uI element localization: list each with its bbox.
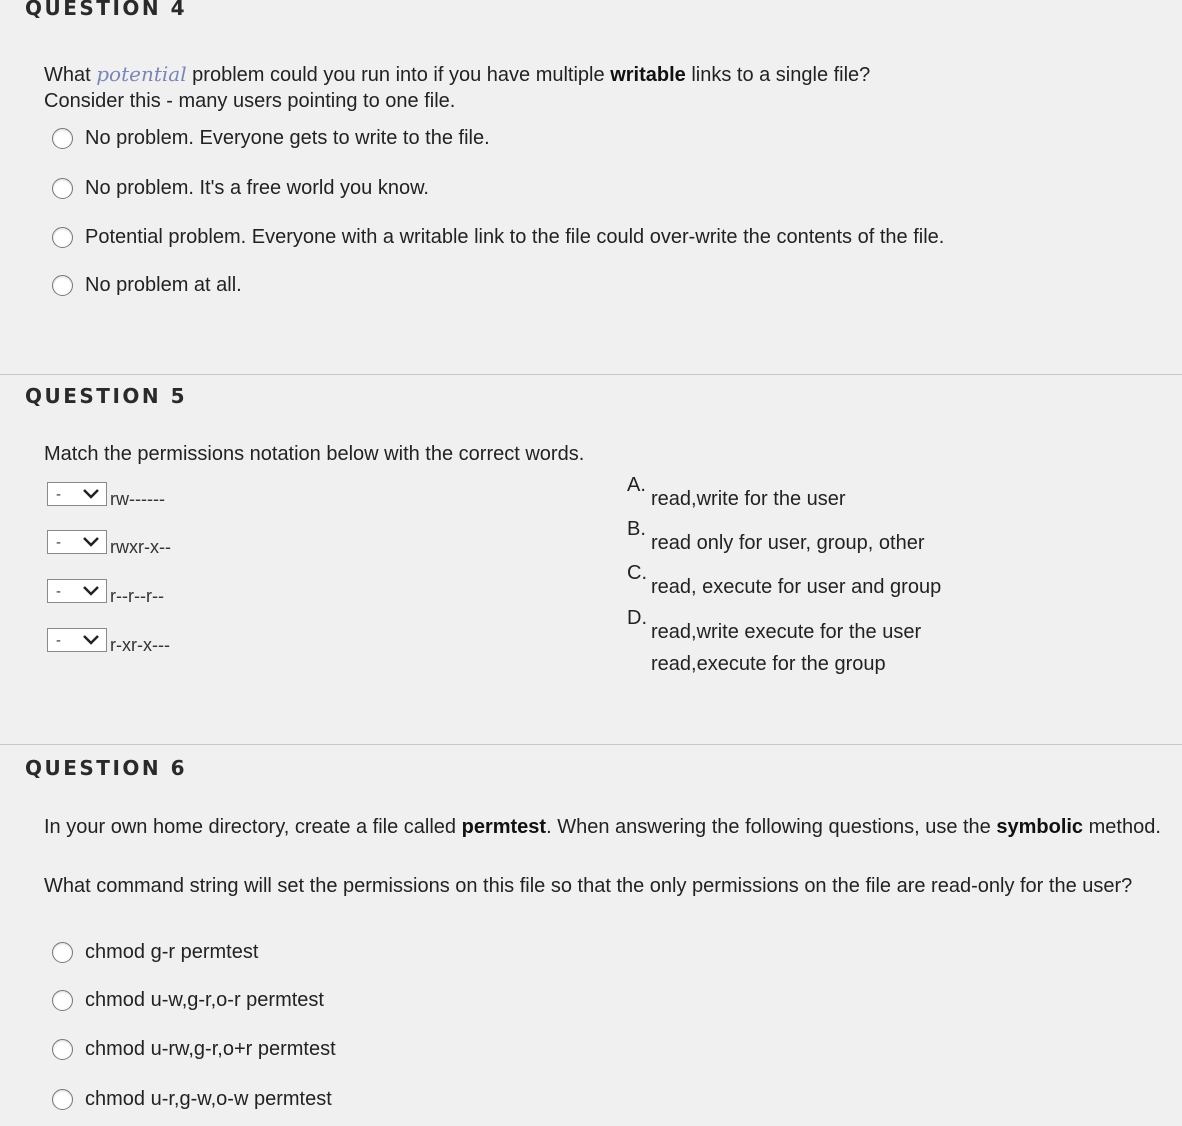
question-5-prompt: Match the permissions notation below with the correct words. [44,443,585,465]
radio-button[interactable] [52,178,73,199]
select-value: - [56,485,61,503]
match-row-4 [47,628,170,655]
q4-text-post: links to a single file? [685,64,871,86]
q6-option-1[interactable] [52,941,258,964]
q6-option-4[interactable] [52,1088,332,1111]
q4-text-bold: writable [610,64,686,86]
section-divider [0,374,1182,375]
question-4-text [44,61,1169,114]
q6-p1-bold1: permtest [461,816,547,838]
section-divider [0,744,1182,745]
q4-option-label: No problem at all. [85,274,242,296]
select-value: - [56,533,61,551]
radio-button[interactable] [52,275,73,296]
q4-option-label: No problem. It's a free world you know. [85,177,429,199]
answer-letter: D. [627,607,647,629]
question-6-text [44,814,1169,840]
permission-notation: r--r--r-- [110,586,164,606]
answer-letter: B. [627,518,646,540]
answer-text: read,write for the user [651,488,846,510]
q4-option-label: Potential problem. Everyone with a writable link to the file could over-write the contents of the file. [85,226,945,248]
answer-letter: A. [627,474,646,496]
chevron-down-icon [82,488,100,500]
q6-p1-mid: . When answering the following questions, use the [546,816,997,838]
chevron-down-icon [82,634,100,646]
q4-option-3[interactable] [52,226,944,249]
match-select[interactable] [47,579,107,603]
q6-option-3[interactable] [52,1038,336,1061]
question-6-text-2: What command string will set the permissions on this file so that the only permissions on the file are read-only for the user? [44,875,1133,897]
match-row-3 [47,579,164,606]
question-6-title: QUESTION 6 [25,756,188,780]
q4-option-4[interactable] [52,274,242,297]
q6-p1-pre: In your own home directory, create a file called [44,816,462,838]
q4-option-2[interactable] [52,177,429,200]
match-row-2 [47,530,171,557]
radio-button[interactable] [52,990,73,1011]
question-4-title: QUESTION 4 [25,0,188,20]
q6-option-2[interactable] [52,989,324,1012]
select-value: - [56,582,61,600]
match-row-1 [47,482,165,509]
answer-text: read, execute for user and group [651,576,942,598]
q4-option-label: No problem. Everyone gets to write to the file. [85,127,490,149]
radio-button[interactable] [52,227,73,248]
permission-notation: rw------ [110,489,165,509]
chevron-down-icon [82,536,100,548]
radio-button[interactable] [52,128,73,149]
q6-option-label: chmod u-w,g-r,o-r permtest [85,989,324,1011]
permission-notation: r-xr-x--- [110,635,170,655]
q6-option-label: chmod g-r permtest [85,941,259,963]
chevron-down-icon [82,585,100,597]
q4-text-line2: Consider this - many users pointing to one file. [44,90,456,112]
match-select[interactable] [47,482,107,506]
match-select[interactable] [47,628,107,652]
question-5-title: QUESTION 5 [25,384,188,408]
answer-text-line2: read,execute for the group [651,653,886,675]
answer-letter: C. [627,562,647,584]
q6-option-label: chmod u-rw,g-r,o+r permtest [85,1038,336,1060]
permission-notation: rwxr-x-- [110,537,171,557]
q4-text-mid: problem could you run into if you have multiple [186,64,611,86]
q4-text-italic: potential [96,62,187,86]
q6-p1-bold2: symbolic [996,816,1084,838]
match-select[interactable] [47,530,107,554]
answer-text: read,write execute for the user [651,621,922,643]
answer-text: read only for user, group, other [651,532,925,554]
radio-button[interactable] [52,1039,73,1060]
q4-option-1[interactable] [52,127,490,150]
q6-p1-post: method. [1083,816,1161,838]
radio-button[interactable] [52,942,73,963]
q6-option-label: chmod u-r,g-w,o-w permtest [85,1088,332,1110]
radio-button[interactable] [52,1089,73,1110]
select-value: - [56,631,61,649]
q4-text-pre: What [44,64,97,86]
